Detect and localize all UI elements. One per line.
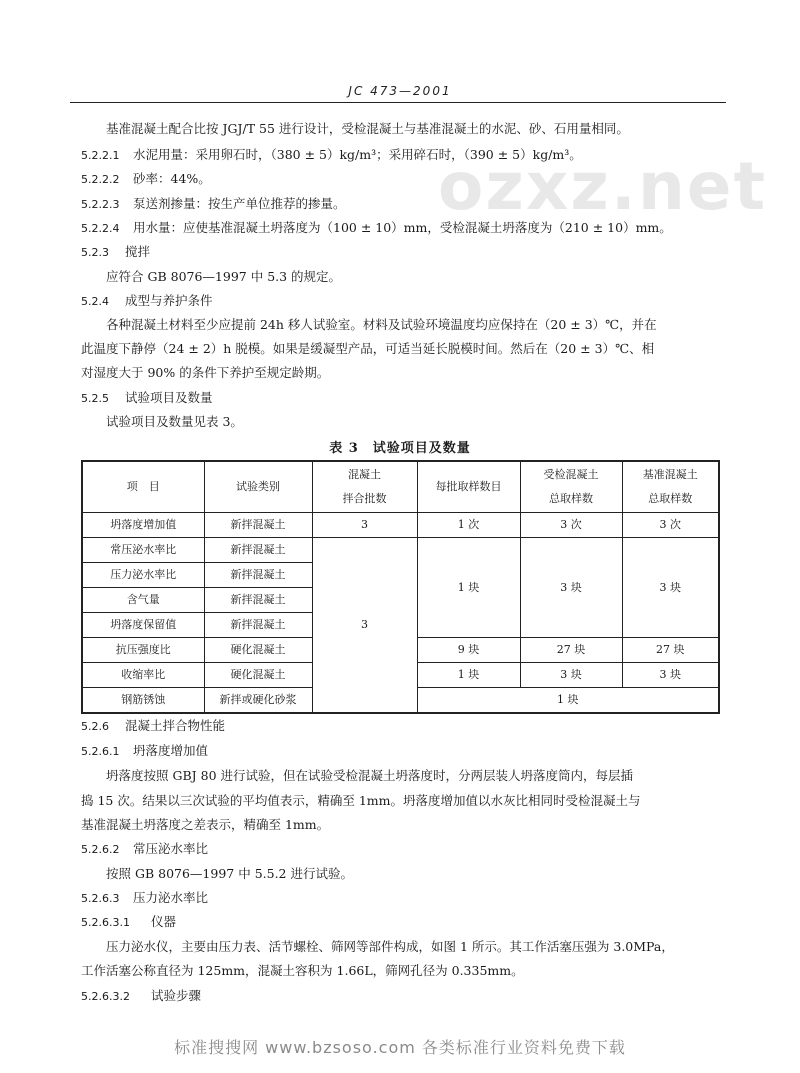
category-cell: 硬化混凝土 [204, 663, 312, 688]
paragraph-line: 对湿度大于 90% 的条件下养护至规定龄期。 [81, 365, 330, 380]
table-caption: 表 3 试验项目及数量 [329, 441, 471, 456]
site-footer-watermark: 标准搜搜网 www.bzsoso.com 各类标准行业资料免费下载 [174, 1038, 626, 1057]
item-cell: 含气量 [82, 588, 204, 613]
paragraph-line: 工作活塞公称直径为 125mm，混凝土容积为 1.66L，筛网孔径为 0.335mm。 [81, 963, 524, 978]
value-cell: 3 块 [622, 663, 719, 688]
header-cell: 项 目 [82, 461, 204, 513]
section-heading: 5.2.4 成型与养护条件 [81, 293, 213, 308]
value-cell: 3 次 [520, 513, 622, 538]
paragraph-line: 基准混凝土坍落度之差表示，精确至 1mm。 [81, 817, 330, 832]
batch-cell: 3 [312, 513, 417, 538]
clause-line: 5.2.6.1 坍落度增加值 [81, 743, 209, 758]
clause-line: 5.2.6.3.2 试验步骤 [81, 988, 202, 1003]
item-cell: 坍落度增加值 [82, 513, 204, 538]
paragraph-line: 捣 15 次。结果以三次试验的平均值表示，精确至 1mm。坍落度增加值以水灰比相同时受检混凝土与 [81, 793, 641, 808]
paragraph-line: 坍落度按照 GBJ 80 进行试验，但在试验受检混凝土坍落度时，分两层装人坍落度筒内，每层插 [106, 768, 634, 783]
value-cell: 27 块 [520, 638, 622, 663]
value-cell: 3 块 [520, 663, 622, 688]
category-cell: 新拌或硬化砂浆 [204, 688, 312, 714]
clause-line: 5.2.2.1 水泥用量：采用卵石时，（380 ± 5）kg/m³；采用碎石时，（390 ± 5）kg/m³。 [81, 147, 582, 162]
paragraph-line: 试验项目及数量见表 3。 [106, 414, 243, 429]
item-cell: 常压泌水率比 [82, 538, 204, 563]
header-cell: 基准混凝土 总取样数 [622, 461, 719, 513]
category-cell: 新拌混凝土 [204, 513, 312, 538]
table-header-row [82, 461, 719, 513]
page-header: JC 473—2001 [348, 84, 452, 98]
value-cell: 27 块 [622, 638, 719, 663]
section-heading: 5.2.6 混凝土拌合物性能 [81, 718, 226, 733]
header-cell: 每批取样数目 [417, 461, 520, 513]
paragraph-line: 按照 GB 8076—1997 中 5.5.2 进行试验。 [106, 866, 353, 881]
category-cell: 新拌混凝土 [204, 563, 312, 588]
header-rule [70, 102, 726, 103]
value-cell: 1 次 [417, 513, 520, 538]
section-heading: 5.2.3 搅拌 [81, 244, 151, 259]
value-cell: 9 块 [417, 638, 520, 663]
batch-cell: 3 [312, 538, 417, 714]
category-cell: 新拌混凝土 [204, 588, 312, 613]
value-cell: 3 块 [520, 538, 622, 638]
site-watermark: ozxz.net [438, 148, 768, 225]
value-cell: 3 次 [622, 513, 719, 538]
clause-line: 5.2.2.3 泵送剂掺量：按生产单位推荐的掺量。 [81, 196, 346, 211]
table-row [82, 538, 719, 563]
category-cell: 硬化混凝土 [204, 638, 312, 663]
header-cell: 混凝土 拌合批数 [312, 461, 417, 513]
item-cell: 坍落度保留值 [82, 613, 204, 638]
paragraph-line: 各种混凝土材料至少应提前 24h 移人试验室。材料及试验环境温度均应保持在（20 ± 3）℃，并在 [106, 317, 657, 332]
clause-line: 5.2.2.2 砂率：44%。 [81, 171, 211, 186]
clause-line: 5.2.6.3.1 仪器 [81, 914, 177, 929]
clause-line: 5.2.6.3 压力泌水率比 [81, 890, 209, 905]
value-cell: 1 块 [417, 538, 520, 638]
table-row [82, 513, 719, 538]
test-items-table [81, 460, 720, 714]
item-cell: 抗压强度比 [82, 638, 204, 663]
item-cell: 钢筋锈蚀 [82, 688, 204, 714]
value-cell: 1 块 [417, 688, 719, 714]
paragraph-line: 基准混凝土配合比按 JGJ/T 55 进行设计，受检混凝土与基准混凝土的水泥、砂、石用量相同。 [106, 121, 629, 136]
clause-line: 5.2.2.4 用水量：应使基准混凝土坍落度为（100 ± 10）mm，受检混凝土坍落度为（210 ± 10）mm。 [81, 220, 672, 235]
paragraph-line: 此温度下静停（24 ± 2）h 脱模。如果是缓凝型产品，可适当延长脱模时间。然后在（20 ± 3）℃、相 [81, 341, 655, 356]
category-cell: 新拌混凝土 [204, 538, 312, 563]
header-cell: 试验类别 [204, 461, 312, 513]
paragraph-line: 压力泌水仪，主要由压力表、活节螺栓、筛网等部件构成，如图 1 所示。其工作活塞压强为 3.0MPa， [106, 939, 674, 954]
item-cell: 压力泌水率比 [82, 563, 204, 588]
header-cell: 受检混凝土 总取样数 [520, 461, 622, 513]
paragraph-line: 应符合 GB 8076—1997 中 5.3 的规定。 [106, 269, 342, 284]
clause-line: 5.2.6.2 常压泌水率比 [81, 841, 209, 856]
value-cell: 3 块 [622, 538, 719, 638]
section-heading: 5.2.5 试验项目及数量 [81, 390, 213, 405]
value-cell: 1 块 [417, 663, 520, 688]
category-cell: 新拌混凝土 [204, 613, 312, 638]
item-cell: 收缩率比 [82, 663, 204, 688]
